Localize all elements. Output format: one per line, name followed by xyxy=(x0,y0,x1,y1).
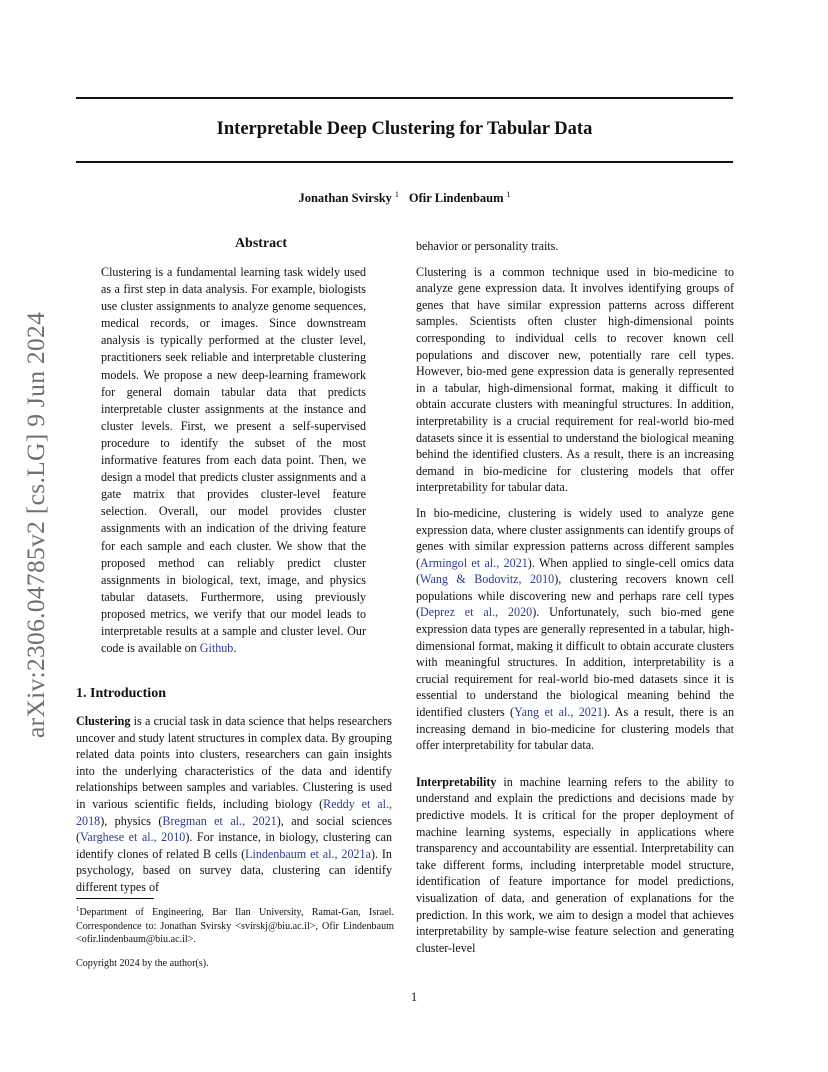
paragraph: behavior or personality traits. xyxy=(416,239,559,253)
affiliation-footnote: $^1$Department of Engineering, Bar Ilan University, Ramat-Gan, Israel. Correspondence to: Jonathan Svirsky <svirskj@biu.ac.il>, Ofir Lindenbaum <ofir.lindenbaum@biu.ac.il>. xyxy=(76,905,394,945)
abstract-heading: Abstract xyxy=(234,236,288,251)
citation-link[interactable]: Lindenbaum et al., 2021a xyxy=(245,846,371,861)
paragraph: Interpretability in machine learning refers to the ability to understand and explain the predictions and decisions made by predictive models. It is critical for the proper deployment of machine learning systems, especially in applications where transparency and accountability are essential. Interpretability can take different forms, including interpretable model structure, identification of feature importance for model predictions, visualization of data, and generation of explanations for the prediction. In this work, we aim to design a model that achieves interpretability by sample-wise feature selection and generating cluster-level xyxy=(416,774,734,955)
intro-paragraph: Clustering is a crucial task in data science that helps researchers uncover and study latent structures in complex data. By grouping related data points into clusters, researchers can gain insights into the underlying characteristics of the data and identify relationships between samples and variables. Clustering is used in various scientific fields, including biology (Reddy et al., 2018), physics (Bregman et al., 2021), and social sciences (Varghese et al., 2010). For instance, in biology, clustering can identify clones of related B cells (Lindenbaum et al., 2021a). In psychology, based on survey data, clustering can identify different types of xyxy=(76,714,393,894)
abstract-body: Clustering is a fundamental learning task widely used as a first step in data analysis. For example, biologists use cluster assignments to analyze genome sequences, medical records, or images. Since downstream analysis is typically performed at the cluster level, practitioners seek reliable and interpretable clustering models. We propose a new deep-learning framework for general domain tabular data that predicts interpretable cluster assignments at the instance and cluster levels. First, we present a self-supervised procedure to identify the subset of the most informative features from each data point. Then, we design a model that predicts cluster assignments and a gate matrix that provides cluster-level feature selection. Overall, our model provides cluster assignments with an indication of the driving feature for each sample and each cluster. We show that the proposed method can reliably predict cluster assignments in biological, text, image, and physics tabular datasets. Furthermore, using previously proposed metrics, we verify that our model leads to interpretable results at a sample and cluster level. Our code is available on Github. xyxy=(101,265,366,656)
author-line xyxy=(76,190,733,206)
citation-link[interactable]: Varghese et al., 2010 xyxy=(80,830,186,845)
citation-link[interactable]: Armingol et al., 2021 xyxy=(420,555,528,570)
title-bottom-rule xyxy=(76,161,733,163)
page-number: 1 xyxy=(410,990,418,1004)
citation-link[interactable]: Yang et al., 2021 xyxy=(514,705,603,720)
run-in-heading: Clustering xyxy=(76,714,131,728)
footnote-rule xyxy=(76,898,154,899)
top-rule xyxy=(76,97,733,99)
run-in-heading: Interpretability xyxy=(416,774,497,789)
right-column xyxy=(416,238,734,965)
author-affiliation-mark: 1 xyxy=(394,190,399,199)
copyright-notice: Copyright 2024 by the author(s). xyxy=(76,958,209,969)
citation-link[interactable]: Wang & Bodovitz, 2010 xyxy=(420,572,555,587)
citation-link[interactable]: Deprez et al., 2020 xyxy=(420,605,533,620)
paper-title: Interpretable Deep Clustering for Tabular Data xyxy=(216,119,593,139)
github-link[interactable]: Github xyxy=(199,641,234,656)
author-affiliation-mark: 1 xyxy=(506,190,511,199)
paragraph: Clustering is a common technique used in bio-medicine to analyze gene expression data. It involves identifying groups of genes that have similar expression patterns across different samples. Scientists often cluster high-dimensional points corresponding to individual cells to recover known cell populations and discover new, potentially rare cell types. However, bio-med gene expression data is generally represented in a tabular, high-dimensional format, making it difficult to obtain accurate clusters with meaningful structures. In addition, interpretability is a crucial requirement for real-world bio-med datasets since it is essential to understand the biological meaning behind the identified clusters. As a result, there is an increasing demand in bio-medicine for clustering models that offer interpretability for tabular data. xyxy=(416,264,734,495)
abstract-text: Clustering is a fundamental learning task widely used as a first step in data analysis. For example, biologists use cluster assignments to analyze genome sequences, medical records, or images. Since downstream analysis is typically performed at the cluster level, practitioners seek reliable and interpretable clustering models. We propose a new deep-learning framework for general domain tabular data that predicts interpretable cluster assignments at the instance and cluster levels. First, we present a self-supervised procedure to identify the subset of the most informative features from each data point. Then, we design a model that predicts cluster assignments and a gate matrix that provides cluster-level feature selection. Overall, our model provides cluster assignments with an indication of the driving feature for each sample and each cluster. We show that the proposed method can reliably predict cluster assignments in biological, text, image, and physics tabular datasets. Furthermore, using previously proposed metrics, we verify that our model leads to interpretable results at a sample and cluster level. Our code is available on xyxy=(101,265,366,656)
left-column xyxy=(76,713,392,905)
author-name: Jonathan Svirsky xyxy=(298,191,392,205)
citation-link[interactable]: Bregman et al., 2021 xyxy=(162,813,277,828)
paragraph: In bio-medicine, clustering is widely used to analyze gene expression data, where cluster assignments can identify groups of genes with similar expression patterns across different samples (Armingol et al., 2021). When applied to single-cell omics data (Wang & Bodovitz, 2010), clustering recovers known cell populations while discovering new and perhaps rare cell types (Deprez et al., 2020). Unfortunately, such bio-med gene expression data types are generally represented in a tabular, high-dimensional format, making it difficult to obtain accurate clusters with meaningful structures. In addition, interpretability is a crucial requirement for real-world bio-med datasets since it is essential to understand the biological meaning behind the identified clusters (Yang et al., 2021). As a result, there is an increasing demand in bio-medicine for clustering models that offer interpretability for tabular data. xyxy=(416,505,735,753)
footnote-mark: 1 xyxy=(76,905,80,913)
citation-link[interactable]: Reddy et al., 2018 xyxy=(76,796,393,828)
arxiv-identifier: arXiv:2306.04785v2 [cs.LG] 9 Jun 2024 xyxy=(21,311,50,739)
author-name: Ofir Lindenbaum xyxy=(408,191,504,205)
section-heading-introduction: 1. Introduction xyxy=(76,686,166,701)
